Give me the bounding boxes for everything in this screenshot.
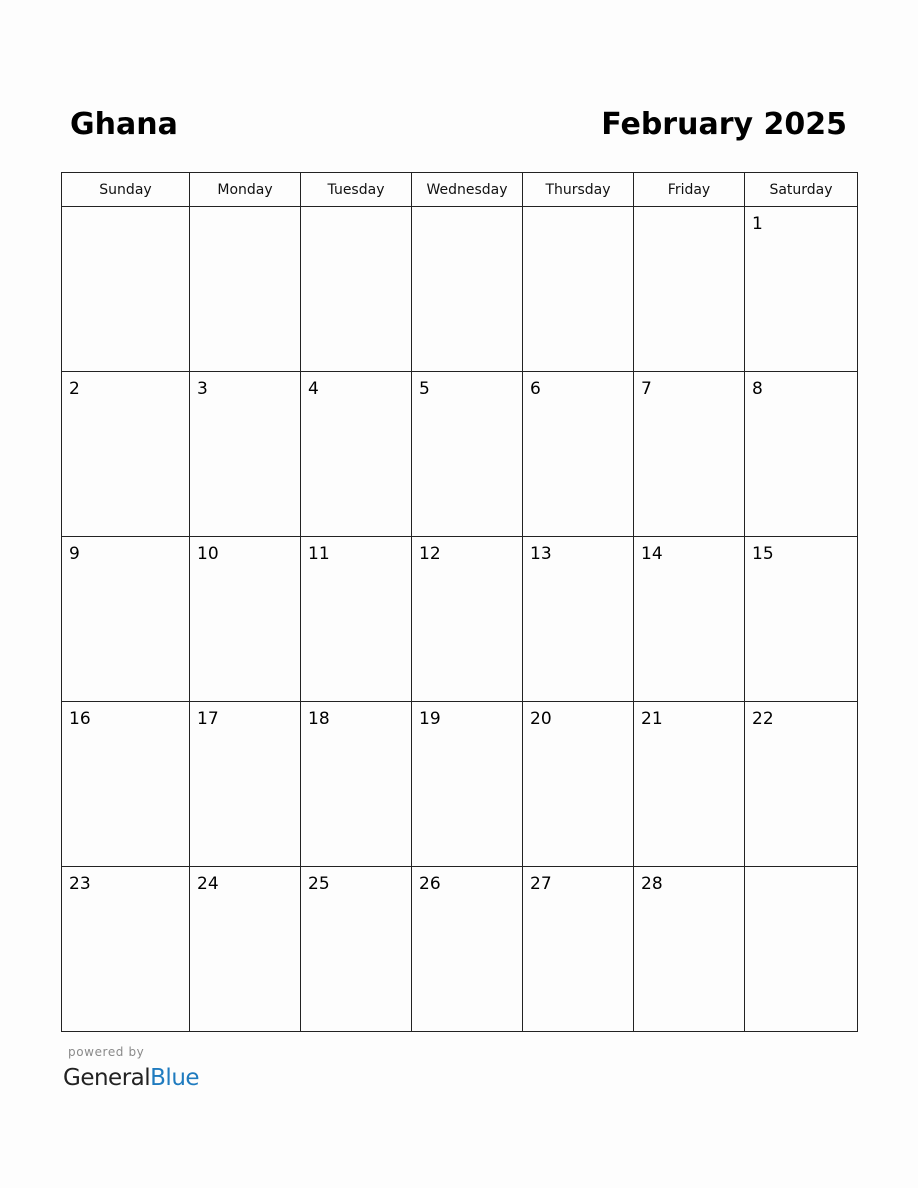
day-number: [412, 207, 522, 213]
day-number: 2: [69, 379, 80, 399]
day-cell: [745, 372, 858, 537]
day-cell: [62, 372, 190, 537]
weekday-thursday: Thursday: [523, 173, 634, 207]
day-cell: [301, 867, 412, 1032]
day-number: 4: [308, 379, 319, 399]
day-number: 7: [641, 379, 652, 399]
week-row-4: [62, 702, 858, 867]
month-year-title: February 2025: [601, 107, 847, 142]
brand-blue-text: Blue: [150, 1065, 200, 1091]
weekday-sunday: Sunday: [62, 173, 190, 207]
brand-general-text: General: [63, 1065, 151, 1091]
day-number: 1: [752, 214, 763, 234]
day-number: 3: [197, 379, 208, 399]
day-cell: [634, 207, 745, 372]
day-number: 27: [530, 874, 552, 894]
day-number: [301, 207, 411, 213]
day-cell: [745, 207, 858, 372]
day-cell: [523, 702, 634, 867]
day-number: 19: [419, 709, 441, 729]
powered-by-label: powered by: [68, 1045, 145, 1059]
weekday-header-row: [62, 173, 858, 207]
weekday-friday: Friday: [634, 173, 745, 207]
day-cell: [190, 702, 301, 867]
day-cell: [62, 867, 190, 1032]
day-number: 17: [197, 709, 219, 729]
day-cell: [62, 537, 190, 702]
day-cell: [634, 372, 745, 537]
day-number: 11: [308, 544, 330, 564]
day-number: 18: [308, 709, 330, 729]
weekday-monday: Monday: [190, 173, 301, 207]
day-cell: [301, 207, 412, 372]
week-row-5: [62, 867, 858, 1032]
day-number: 10: [197, 544, 219, 564]
day-number: 9: [69, 544, 80, 564]
weekday-wednesday: Wednesday: [412, 173, 523, 207]
day-cell: [190, 867, 301, 1032]
day-number: [523, 207, 633, 213]
day-number: 12: [419, 544, 441, 564]
day-cell: [190, 372, 301, 537]
day-cell: [62, 207, 190, 372]
day-number: 15: [752, 544, 774, 564]
day-number: 26: [419, 874, 441, 894]
weekday-saturday: Saturday: [745, 173, 858, 207]
day-cell: [745, 702, 858, 867]
day-number: 13: [530, 544, 552, 564]
day-cell: [523, 207, 634, 372]
day-number: 16: [69, 709, 91, 729]
day-cell: [523, 372, 634, 537]
country-title: Ghana: [70, 107, 178, 142]
day-number: [190, 207, 300, 213]
day-number: 22: [752, 709, 774, 729]
day-cell: [634, 702, 745, 867]
week-row-1: [62, 207, 858, 372]
day-cell: [634, 537, 745, 702]
day-number: 8: [752, 379, 763, 399]
day-number: 23: [69, 874, 91, 894]
day-cell: [62, 702, 190, 867]
day-number: [745, 867, 857, 873]
day-cell: [412, 702, 523, 867]
day-cell: [301, 372, 412, 537]
day-number: [62, 207, 189, 213]
day-number: 25: [308, 874, 330, 894]
day-number: 6: [530, 379, 541, 399]
day-number: [634, 207, 744, 213]
day-cell: [190, 207, 301, 372]
day-cell: [523, 867, 634, 1032]
day-cell: [745, 537, 858, 702]
day-cell: [412, 372, 523, 537]
day-number: 20: [530, 709, 552, 729]
calendar-grid: [61, 172, 858, 1032]
generalblue-logo[interactable]: [63, 1063, 199, 1093]
day-cell: [745, 867, 858, 1032]
day-number: 28: [641, 874, 663, 894]
day-number: 14: [641, 544, 663, 564]
day-cell: [412, 537, 523, 702]
day-number: 21: [641, 709, 663, 729]
week-row-3: [62, 537, 858, 702]
day-cell: [301, 702, 412, 867]
day-number: 24: [197, 874, 219, 894]
day-cell: [634, 867, 745, 1032]
weekday-tuesday: Tuesday: [301, 173, 412, 207]
day-number: 5: [419, 379, 430, 399]
day-cell: [301, 537, 412, 702]
day-cell: [412, 867, 523, 1032]
day-cell: [190, 537, 301, 702]
week-row-2: [62, 372, 858, 537]
day-cell: [412, 207, 523, 372]
day-cell: [523, 537, 634, 702]
